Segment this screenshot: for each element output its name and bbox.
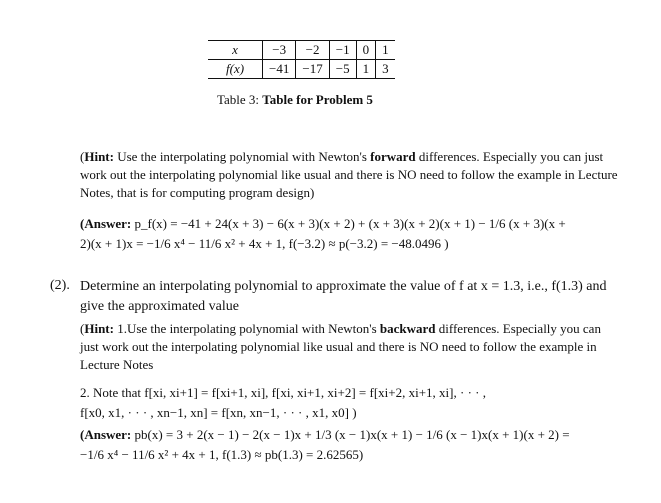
table-row-fx [208,60,395,79]
hint-text-b: differences. Especially you can just work out the interpolating polynomial like usual and there is NO need to follow the example in Lecture Notes [80,321,601,372]
answer-line-2: 2)(x + 1)x = −1/6 x⁴ − 11/6 x² + 4x + 1, f(−3.2) ≈ p(−3.2) = −48.0496 ) [80,236,449,251]
table-cell: 1 [356,60,376,79]
hint-text-b: differences. Especially you can just work out the interpolating polynomial like usual and there is NO need to follow the example in Lecture Notes, that is for computing program design) [80,149,618,200]
table-cell: 1 [376,41,395,60]
table-row-x [208,41,395,60]
table-cell: x [208,41,263,60]
question-text: Determine an interpolating polynomial to approximate the value of f at x = 1.3, i.e., f(1.3) and give the approximated value [80,279,607,314]
hint-label: Hint: [84,149,114,164]
table-cell: 3 [376,60,395,79]
caption-title: Table for Problem 5 [262,92,373,107]
table-caption [217,92,373,108]
table-cell: −2 [296,41,329,60]
hint-text-a: Use the interpolating polynomial with Newton's [113,149,371,164]
table-cell: −1 [329,41,356,60]
answer-label: (Answer: [80,216,132,231]
answer-label: (Answer: [80,427,132,442]
hint-emphasis: backward [379,321,436,336]
note-line-2: f[x0, x1, · · · , xn−1, xn] = f[xn, xn−1, · · · , x1, x0] ) [80,405,357,420]
table-cell: −17 [296,60,329,79]
hint-label: Hint: [84,321,114,336]
note-divided-differences [80,383,625,423]
question-number: (2). [50,278,70,293]
table-cell: f(x) [226,61,245,76]
table-cell: −3 [263,41,296,60]
note-line-1: 2. Note that f[xi, xi+1] = f[xi+1, xi], f[xi, xi+1, xi+2] = f[xi+2, xi+1, xi], · · · , [80,385,486,400]
answer-line-1: pb(x) = 3 + 2(x − 1) − 2(x − 1)x + 1/3 (x − 1)x(x + 1) − 1/6 (x − 1)x(x + 1)(x + 2) = [134,427,570,442]
data-table [208,40,395,79]
table-cell: −41 [263,60,296,79]
answer-line-1: p_f(x) = −41 + 24(x + 3) − 6(x + 3)(x + 2) + (x + 3)(x + 2)(x + 1) − 1/6 (x + 3)(x + [134,216,566,231]
answer-forward [80,214,626,254]
table-cell: −5 [329,60,356,79]
answer-backward [80,425,626,465]
hint-text-a: 1.Use the interpolating polynomial with Newton's [113,321,380,336]
hint-forward: (Hint: Use the interpolating polynomial with Newton's forward differences. Especially you can just work out the interpolating polynomial like usual and there is NO need to follow the example in Lecture Notes, that is for computing program design) [80,149,618,200]
answer-line-2: −1/6 x⁴ − 11/6 x² + 4x + 1, f(1.3) ≈ pb(1.3) = 2.62565) [80,447,364,462]
hint-emphasis: forward [370,149,416,164]
table-cell: 0 [356,41,376,60]
caption-label: Table 3: [217,92,260,107]
hint-backward: (Hint: 1.Use the interpolating polynomial with Newton's backward differences. Especially you can just work out the interpolating polynomial like usual and there is NO need to follow the example in Lecture Notes [80,321,601,372]
